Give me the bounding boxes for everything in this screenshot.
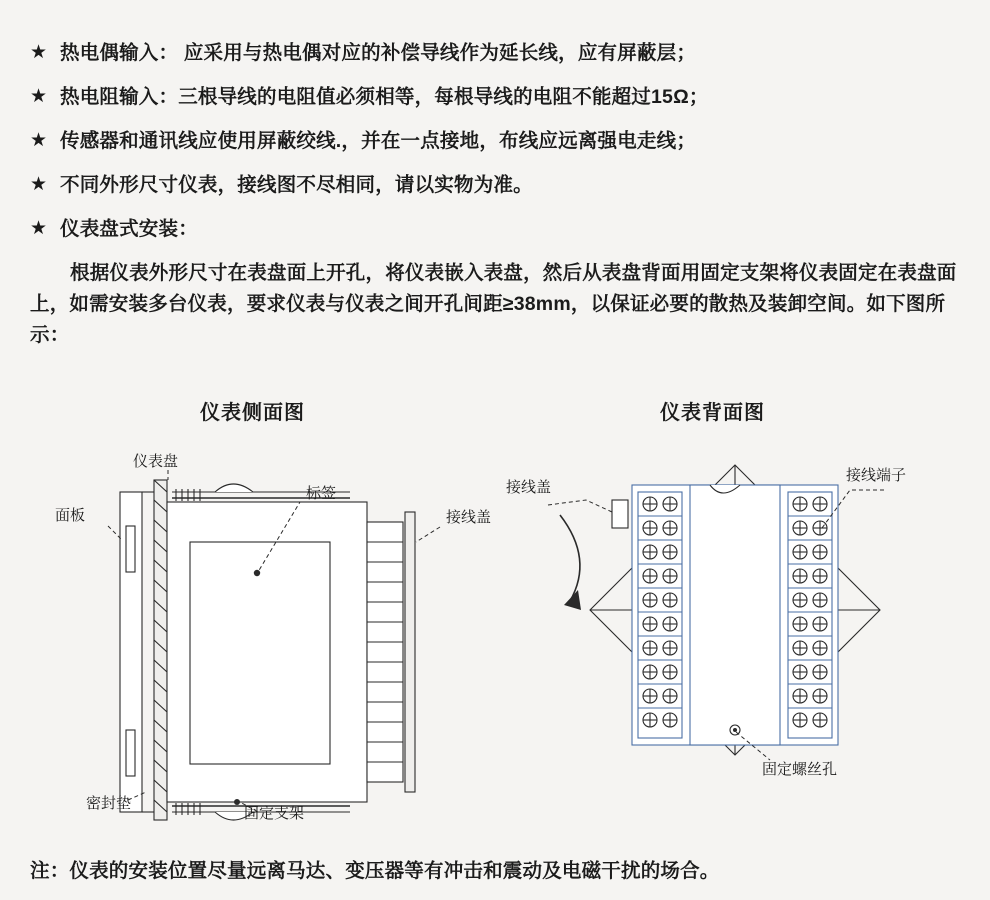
list-item xyxy=(30,172,960,198)
instrument-body xyxy=(167,502,367,802)
leader-back-wiring-cover xyxy=(548,500,612,512)
figure-caption-side: 仪表侧面图 xyxy=(200,402,305,424)
face-plate xyxy=(120,492,154,812)
list-item-label: 不同外形尺寸仪表，接线图不尽相同，请以实物为准。 xyxy=(60,174,533,196)
cover-flap xyxy=(612,500,628,528)
footer-note: 注：仪表的安装位置尽量远离马达、变压器等有冲击和震动及电磁干扰的场合。 xyxy=(30,860,720,882)
list-item xyxy=(30,84,960,110)
list-item xyxy=(30,40,960,66)
leader-wiring-cover xyxy=(416,527,440,542)
star-icon: ★ xyxy=(30,86,48,107)
terminal-column-left xyxy=(638,492,682,738)
label-tag: 标签 xyxy=(306,485,337,502)
instrument-diagram xyxy=(0,430,990,840)
bullet-list xyxy=(30,40,960,260)
label-wiring-cover-back: 接线盖 xyxy=(506,479,552,496)
list-item xyxy=(30,128,960,154)
label-screw-hole: 固定螺丝孔 xyxy=(762,761,838,778)
label-bracket: 固定支架 xyxy=(244,805,305,822)
label-face-plate: 面板 xyxy=(55,507,86,524)
panel-board-plate xyxy=(154,480,167,820)
wiring-cover-plate xyxy=(405,512,415,792)
star-icon: ★ xyxy=(30,130,48,151)
star-icon: ★ xyxy=(30,218,48,239)
list-item-label: 传感器和通讯线应使用屏蔽绞线.，并在一点接地，布线应远离强电走线； xyxy=(60,130,697,152)
label-panel-board: 仪表盘 xyxy=(133,453,179,470)
rotation-arrow xyxy=(560,515,581,610)
terminal-block xyxy=(367,522,403,782)
list-item xyxy=(30,216,960,242)
figure-caption-back: 仪表背面图 xyxy=(660,402,765,424)
terminal-column-right xyxy=(788,492,832,738)
list-item-label: 热电阻输入：三根导线的电阻值必须相等，每根导线的电阻不能超过15Ω； xyxy=(60,86,709,108)
label-wiring-cover-side: 接线盖 xyxy=(446,509,492,526)
list-item-label: 仪表盘式安装： xyxy=(60,218,198,240)
installation-paragraph: 根据仪表外形尺寸在表盘面上开孔，将仪表嵌入表盘，然后从表盘背面用固定支架将仪表固定在表盘面上，如需安装多台仪表，要求仪表与仪表之间开孔间距≥38mm，以保证必要的散热及装卸空间。如下图所示： xyxy=(30,262,957,346)
star-icon: ★ xyxy=(30,174,48,195)
label-terminal: 接线端子 xyxy=(846,467,907,484)
star-icon: ★ xyxy=(30,42,48,63)
label-gasket: 密封垫 xyxy=(86,795,132,812)
list-item-label: 热电偶输入： 应采用与热电偶对应的补偿导线作为延长线，应有屏蔽层； xyxy=(60,42,697,64)
